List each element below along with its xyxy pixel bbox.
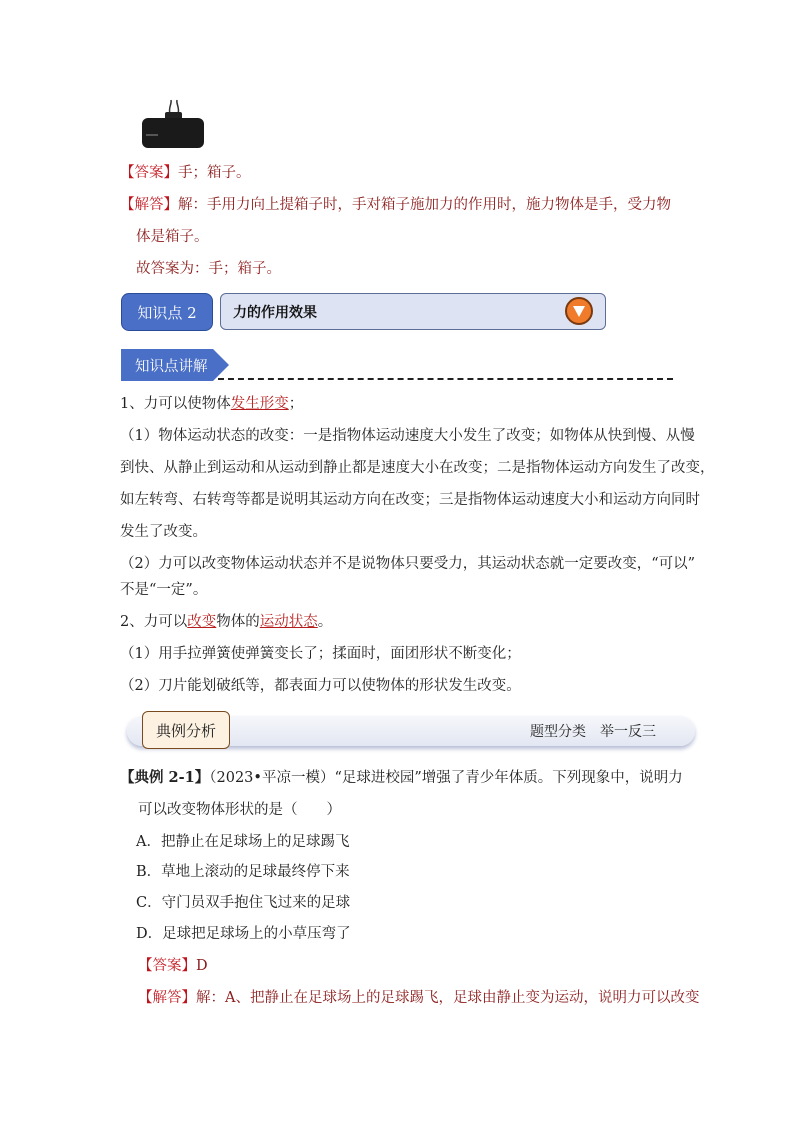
option-b: B．草地上滚动的足球最终停下来 xyxy=(136,864,350,880)
analysis-label: 【解答】 xyxy=(120,197,178,213)
underlined-term: 运动状态 xyxy=(259,614,318,630)
example-label: 【典例 2-1】 xyxy=(120,769,210,786)
example-analysis: 【解答】解：A、把静止在足球场上的足球踢飞，足球由静止变为运动，说明力可以改变 xyxy=(138,990,700,1006)
example-answer: 【答案】D xyxy=(138,958,208,974)
answer-text: 手；箱子。 xyxy=(178,165,251,181)
knowledge-point-title: 力的作用效果 xyxy=(233,305,317,321)
example-stem-2: 可以改变物体形状的是（ ） xyxy=(138,802,341,818)
example-banner-subtitle: 题型分类 举一反三 xyxy=(530,724,656,740)
example-banner-title: 典例分析 xyxy=(142,711,230,749)
example-stem-1: 【典例 2-1】（2023•平凉一模）“足球进校园”增强了青少年体质。下列现象中，说明力 xyxy=(120,769,683,786)
paragraph-1b: 到快、从静止到运动和从运动到静止都是速度大小在改变；二是指物体运动方向发生了改变， xyxy=(120,460,715,476)
section-tag-arrow xyxy=(213,349,229,381)
knowledge-point-title-bar xyxy=(220,293,606,330)
paragraph-2a: （2）力可以改变物体运动状态并不是说物体只要受力，其运动状态就一定要改变，“可以” xyxy=(120,556,696,572)
dashed-divider xyxy=(218,378,673,380)
option-a: A．把静止在足球场上的足球踢飞 xyxy=(136,834,350,850)
option-c: C．守门员双手抱住飞过来的足球 xyxy=(136,895,351,911)
paragraph-1c: 如左转弯、右转弯等都是说明其运动方向在改变；三是指物体运动速度大小和运动方向同时 xyxy=(120,492,700,508)
underlined-term: 发生形变 xyxy=(230,396,289,412)
point-1: 1、力可以使物体发生形变； xyxy=(120,396,304,412)
paragraph-3: （1）用手拉弹簧使弹簧变长了；揉面时，面团形状不断变化； xyxy=(120,646,521,662)
section-tag: 知识点讲解 xyxy=(121,349,213,381)
knowledge-point-badge: 知识点 2 xyxy=(121,293,213,331)
option-d: D．足球把足球场上的小草压弯了 xyxy=(136,926,351,942)
paragraph-1a: （1）物体运动状态的改变：一是指物体运动速度大小发生了改变；如物体从快到慢、从慢 xyxy=(120,428,695,444)
underlined-term: 改变 xyxy=(187,614,217,630)
analysis-line-1: 【解答】解：手用力向上提箱子时，手对箱子施加力的作用时，施力物体是手，受力物 xyxy=(120,197,671,213)
suitcase-illustration xyxy=(138,98,208,150)
answer-line xyxy=(120,163,251,183)
chevron-down-icon xyxy=(565,297,593,325)
analysis-line-2: 体是箱子。 xyxy=(136,229,209,245)
paragraph-1d: 发生了改变。 xyxy=(120,524,207,540)
paragraph-2b: 不是“一定”。 xyxy=(120,582,208,598)
analysis-line-3: 故答案为：手；箱子。 xyxy=(136,261,281,277)
answer-label: 【答案】 xyxy=(120,165,178,181)
paragraph-4: （2）刀片能划破纸等，都表面力可以使物体的形状发生改变。 xyxy=(120,678,521,694)
point-2: 2、力可以改变物体的运动状态。 xyxy=(120,614,333,630)
